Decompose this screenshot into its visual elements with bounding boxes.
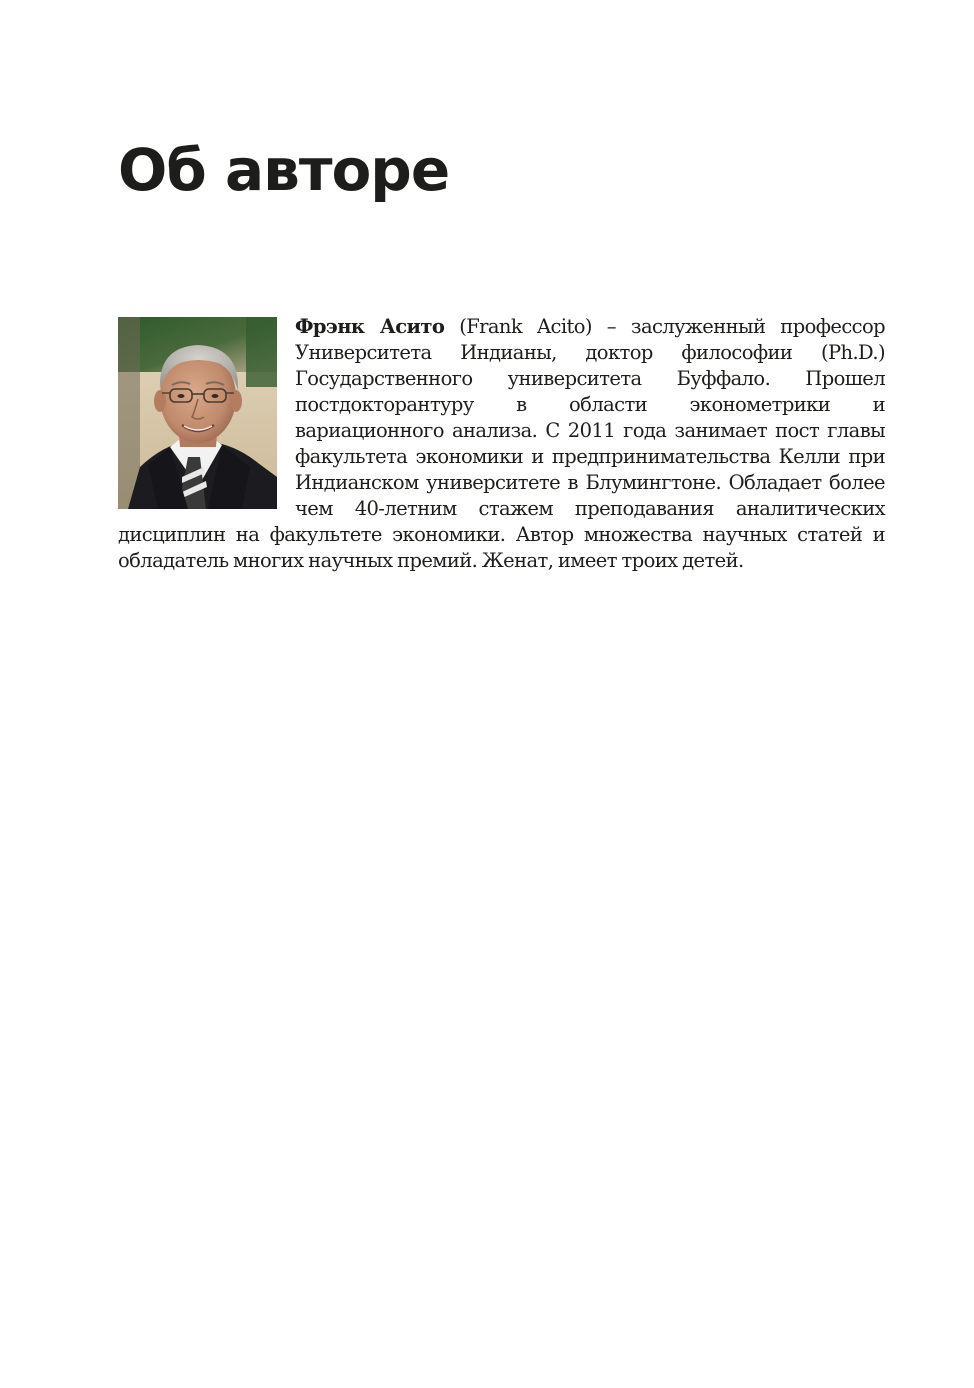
author-bio-text: (Frank Acito) – заслуженный профессор Университета Индианы, доктор философии (Ph.D.) Государственного университета Буффало. Прошел постдокторантуру в области эконометрики и вариационного анализа. С 2011 года занимает пост главы факультета экономики и предпринимательства Келли при Индианском университете в Блумингтоне. Обладает более чем 40-летним стажем преподавания аналитических дисциплин на факультете экономики. Автор множества научных статей и обладатель многих научных премий. Женат, имеет троих детей. [118,315,885,572]
author-bio [118,314,885,574]
author-name: Фрэнк Асито [295,315,445,338]
page-title: Об авторе [118,136,450,204]
author-photo [118,317,277,509]
